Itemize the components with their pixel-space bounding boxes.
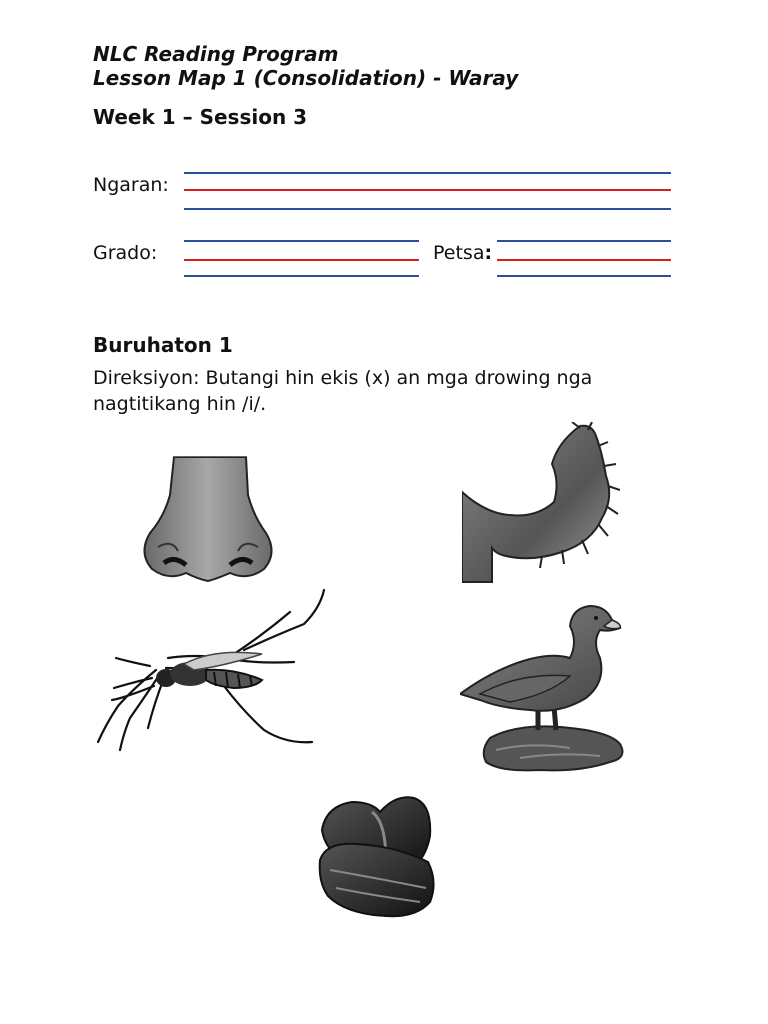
grade-line-top — [184, 240, 419, 242]
mosquito-icon[interactable] — [94, 588, 328, 754]
directions-line-1: Direksiyon: Butangi hin ekis (x) an mga drowing nga — [93, 367, 593, 389]
program-title: NLC Reading Program — [93, 42, 339, 66]
name-label: Ngaran: — [93, 174, 169, 196]
grade-label: Grado: — [93, 242, 158, 264]
grade-line-mid — [184, 259, 419, 261]
activity-title: Buruhaton 1 — [93, 333, 233, 357]
lips-icon[interactable] — [316, 792, 438, 920]
duck-icon[interactable] — [460, 602, 630, 774]
name-line-top — [184, 172, 671, 174]
tail-icon[interactable] — [462, 422, 620, 584]
directions-line-2: nagtitikang hin /i/. — [93, 393, 267, 415]
date-label: Petsa: — [433, 242, 493, 264]
date-line-bottom — [497, 275, 671, 277]
nose-icon[interactable] — [138, 455, 278, 585]
session-title: Week 1 – Session 3 — [93, 105, 308, 129]
date-line-top — [497, 240, 671, 242]
name-line-bottom — [184, 208, 671, 210]
grade-line-bottom — [184, 275, 419, 277]
name-line-mid — [184, 189, 671, 191]
lesson-title: Lesson Map 1 (Consolidation) - Waray — [93, 66, 519, 90]
date-line-mid — [497, 259, 671, 261]
